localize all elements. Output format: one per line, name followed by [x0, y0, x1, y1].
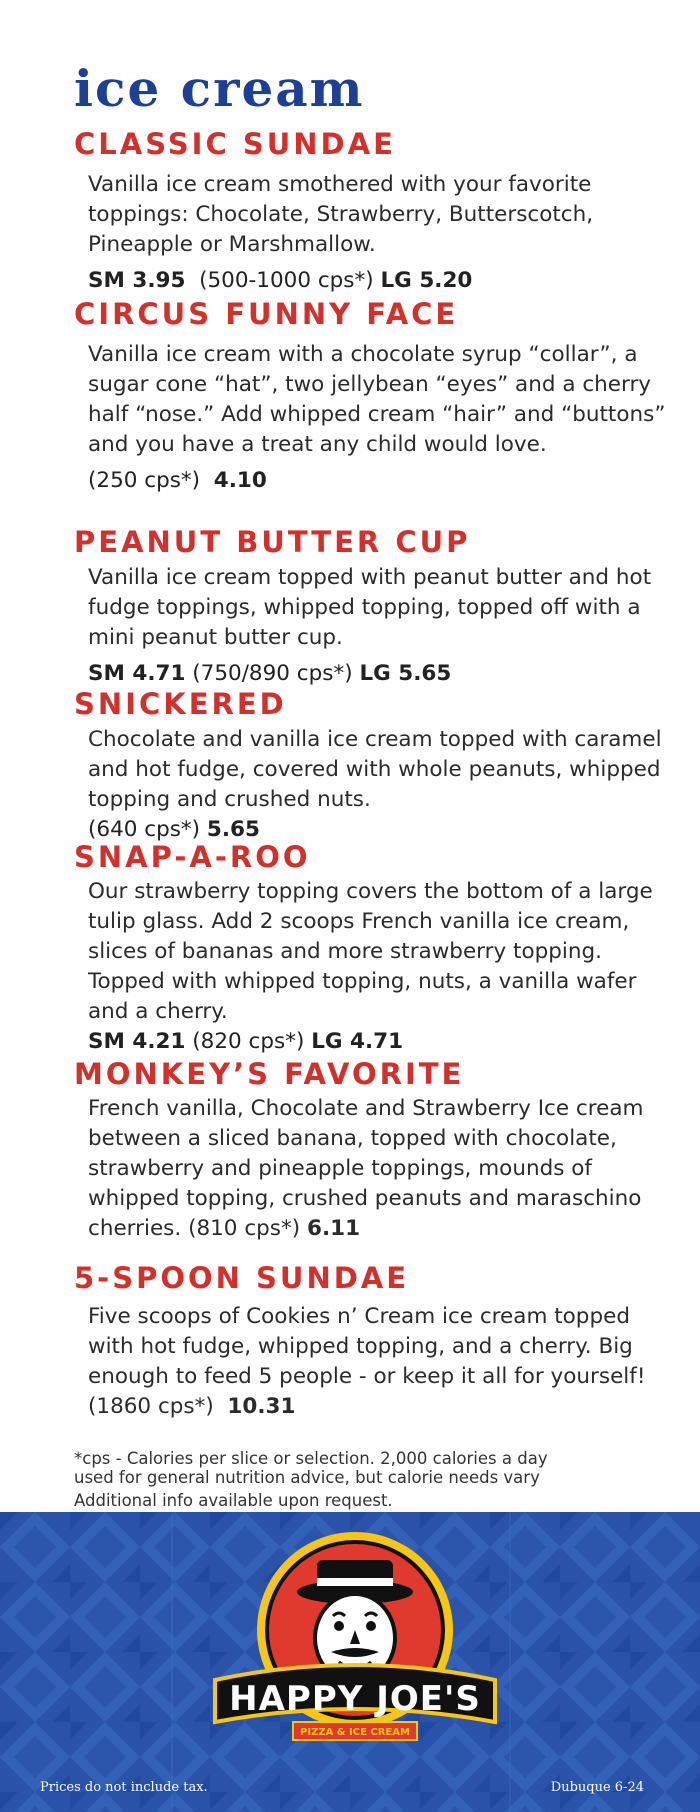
price-large: LG 5.20 — [380, 268, 473, 293]
item-description-text: French vanilla, Chocolate and Strawberry Ice cream between a sliced banana, topped with chocolate, strawberry and pineapple toppings, mounds of whipped topping, crushed peanuts and maraschino cherries. — [88, 1096, 644, 1241]
price: 5.65 — [206, 817, 260, 842]
item-description: Vanilla ice cream with a chocolate syrup “collar”, a sugar cone “hat”, two jellybean “eyes” and a cherry half “nose.” Add whipped cream “hair” and “buttons” and you have a treat any child would love. — [88, 342, 666, 457]
calories: (750/890 cps*) — [192, 661, 353, 686]
footnote-line-3: Additional info available upon request. — [74, 1491, 393, 1510]
calories: (500-1000 cps*) — [199, 268, 374, 293]
item-price-line — [88, 266, 674, 296]
price: 10.31 — [227, 1394, 296, 1419]
item-price-line — [88, 659, 674, 689]
menu-item-snap-a-roo — [74, 840, 674, 1057]
section-title: ice cream — [74, 59, 365, 118]
item-title: CLASSIC SUNDAE — [74, 127, 396, 161]
price-small: SM 4.71 — [88, 661, 186, 686]
item-price-line — [88, 466, 674, 496]
menu-item-snickered — [74, 687, 674, 845]
menu-item-monkeys-favorite — [74, 1057, 674, 1244]
calorie-footnote — [74, 1449, 634, 1510]
item-description: Our strawberry topping covers the bottom of a large tulip glass. Add 2 scoops French vanilla ice cream, slices of bananas and more strawberry topping. Topped with whipped topping, nuts, a vanilla wafer and a cherry. — [88, 879, 653, 1024]
item-description-text: Five scoops of Cookies n’ Cream ice cream topped with hot fudge, whipped topping, and a cherry. Big enough to feed 5 people - or keep it all for yourself! — [88, 1304, 646, 1389]
footnote-line-2: used for general nutrition advice, but calorie needs vary — [74, 1468, 540, 1487]
calories: (810 cps*) — [188, 1216, 301, 1241]
menu-item-classic-sundae — [74, 127, 674, 296]
item-description: Vanilla ice cream topped with peanut butter and hot fudge toppings, whipped topping, topped off with a mini peanut butter cup. — [88, 565, 652, 650]
item-description — [88, 1302, 674, 1422]
calories: (1860 cps*) — [88, 1394, 214, 1419]
tax-note: Prices do not include tax. — [40, 1780, 208, 1795]
item-description: Chocolate and vanilla ice cream topped with caramel and hot fudge, covered with whole peanuts, whipped topping and crushed nuts. — [88, 727, 662, 812]
menu-item-circus-funny-face — [74, 297, 674, 496]
location-code: Dubuque 6-24 — [550, 1780, 644, 1795]
footnote-line-1: *cps - Calories per slice or selection. 2,000 calories a day — [74, 1449, 548, 1468]
item-title: PEANUT BUTTER CUP — [74, 525, 471, 559]
item-title: MONKEY’S FAVORITE — [74, 1057, 465, 1091]
menu-item-peanut-butter-cup — [74, 525, 674, 689]
price: 4.10 — [213, 468, 267, 493]
calories: (640 cps*) — [88, 817, 201, 842]
price: 6.11 — [306, 1216, 361, 1241]
logo-subtext: PIZZA & ICE CREAM — [300, 1727, 410, 1738]
happy-joes-logo — [205, 1530, 505, 1750]
logo-brand-text: HAPPY JOE'S — [229, 1679, 481, 1719]
price-large: LG 5.65 — [359, 661, 452, 686]
menu-item-5-spoon-sundae — [74, 1261, 674, 1422]
price-small: SM 4.21 — [88, 1029, 186, 1054]
calories: (250 cps*) — [88, 468, 201, 493]
item-price-line — [88, 1027, 674, 1057]
item-title: SNICKERED — [74, 687, 287, 721]
price-large: LG 4.71 — [311, 1029, 404, 1054]
calories: (820 cps*) — [192, 1029, 305, 1054]
item-title: 5-SPOON SUNDAE — [74, 1261, 410, 1295]
item-description: Vanilla ice cream smothered with your favorite toppings: Chocolate, Strawberry, Butterscotch, Pineapple or Marshmallow. — [88, 172, 594, 257]
price-small: SM 3.95 — [88, 268, 186, 293]
item-description — [88, 1094, 674, 1244]
item-title: CIRCUS FUNNY FACE — [74, 297, 459, 331]
footer-banner — [0, 1512, 700, 1812]
item-title: SNAP-A-ROO — [74, 840, 311, 874]
